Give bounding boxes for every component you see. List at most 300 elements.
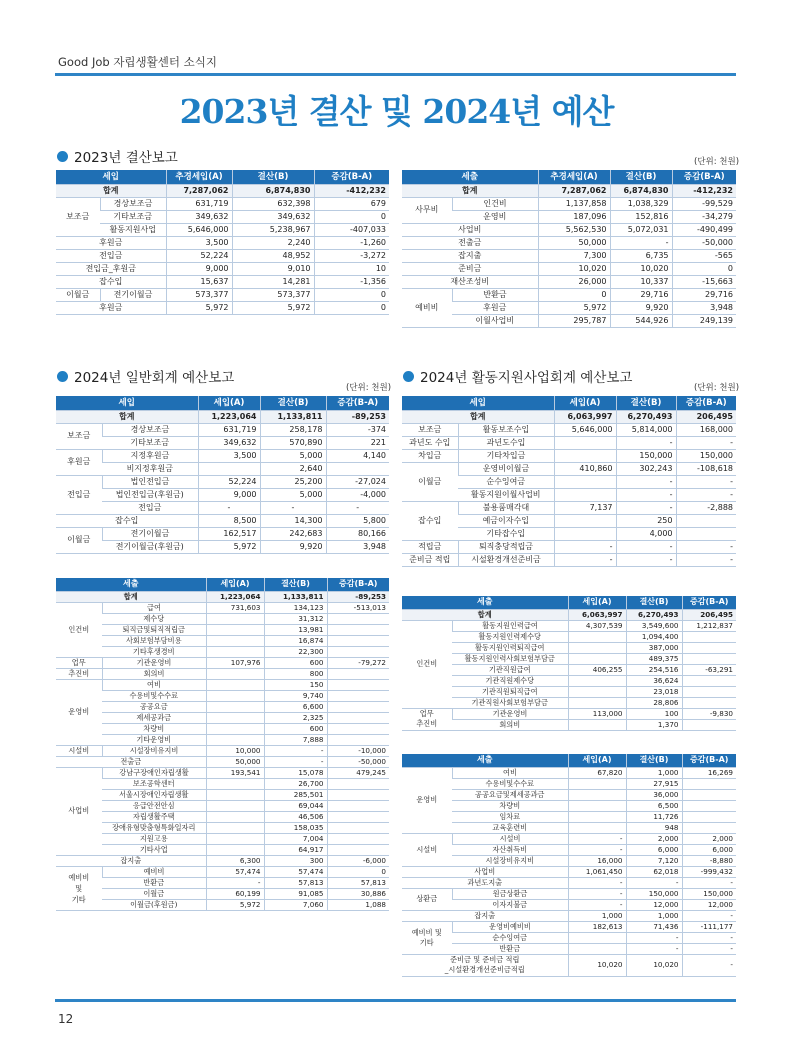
table-cell: 36,624 [626, 675, 682, 686]
table-cell: 이월금(후원금) [102, 899, 206, 910]
table-cell: -89,253 [326, 410, 389, 423]
table-row [402, 653, 736, 664]
table-cell: - [682, 877, 736, 888]
table-cell: 0 [672, 262, 736, 275]
table-cell: 10,337 [610, 275, 672, 288]
table-cell: - [568, 833, 626, 844]
unit-label: (단위: 천원) [346, 383, 392, 393]
table-cell: 기타후생경비 [102, 646, 206, 657]
table-cell [682, 697, 736, 708]
col-header: 세입 [56, 170, 166, 184]
table-cell [206, 690, 264, 701]
col-header: 세입(A) [554, 396, 616, 410]
table-cell: 1,133,811 [260, 410, 326, 423]
table-cell [206, 635, 264, 646]
table-cell: 2,000 [626, 833, 682, 844]
table-cell: 전출금 [56, 756, 206, 767]
table-cell: 반환금 [452, 288, 538, 301]
table-cell: 6,735 [610, 249, 672, 262]
table-2024-general-expenditure [56, 578, 389, 911]
table-cell [327, 624, 389, 635]
table-cell: 회의비 [102, 668, 206, 679]
table-cell: 206,495 [682, 609, 736, 620]
table-cell: 활동지원이월사업비 [458, 488, 554, 501]
section-title: 2023년 결산보고 [74, 150, 178, 166]
table-cell: 300 [264, 855, 327, 866]
col-header: 세출 [402, 170, 538, 184]
table-row [402, 423, 736, 436]
table-cell: 5,972 [538, 301, 610, 314]
table-cell [206, 723, 264, 734]
table-2024-general-revenue [56, 396, 389, 554]
table-cell [554, 436, 616, 449]
table-row [56, 475, 389, 488]
table-cell: 387,000 [626, 642, 682, 653]
table-cell: 잡수입 [402, 501, 458, 540]
table-cell: 1,133,811 [264, 591, 327, 602]
unit-label: (단위: 천원) [694, 157, 740, 167]
table-cell: 150 [264, 679, 327, 690]
table-row [402, 708, 736, 719]
page-title: 2023년 결산 및 2024년 예산 [179, 92, 614, 131]
table-cell [568, 631, 626, 642]
table-cell: 기타보조금 [102, 436, 198, 449]
table-cell: - [264, 745, 327, 756]
table-cell: 100 [626, 708, 682, 719]
table-row [402, 553, 736, 566]
table-row [56, 236, 389, 249]
table-cell: 활동보조수입 [458, 423, 554, 436]
col-header: 증감(B-A) [672, 170, 736, 184]
table-row [402, 262, 736, 275]
table-2024-activity-revenue [402, 396, 736, 567]
table-cell: 전입금 [56, 249, 166, 262]
table-cell: - [568, 899, 626, 910]
bullet-icon [403, 371, 414, 382]
table-cell [206, 778, 264, 789]
col-header: 세입 [402, 396, 554, 410]
table-cell: 4,140 [326, 449, 389, 462]
table-cell: -1,356 [314, 275, 389, 288]
table-cell: 5,000 [260, 449, 326, 462]
table-row [402, 210, 736, 223]
table-cell: - [682, 910, 736, 921]
table-cell: - [264, 756, 327, 767]
col-header: 결산(B) [264, 578, 327, 591]
table-cell [682, 653, 736, 664]
table-2024-activity-expenditure-1 [402, 596, 736, 731]
table-cell: 168,000 [676, 423, 736, 436]
table-row [402, 275, 736, 288]
table-cell: 사업비 [402, 866, 568, 877]
table-cell [198, 462, 260, 475]
table-row [56, 288, 389, 301]
table-row [56, 436, 389, 449]
table-cell: 지정후원금 [102, 449, 198, 462]
table-row [56, 734, 389, 745]
table-row [56, 514, 389, 527]
table-cell: 5,972 [206, 899, 264, 910]
table-cell: 1,038,329 [610, 197, 672, 210]
table-cell: 16,874 [264, 635, 327, 646]
table-row [402, 301, 736, 314]
table-cell: -79,272 [327, 657, 389, 668]
table-cell: 장애유형맞춤형특화일자리 [102, 822, 206, 833]
table-cell: 법인전입금 [102, 475, 198, 488]
table-cell: 불용품매각대 [458, 501, 554, 514]
table-cell: 6,000 [682, 844, 736, 855]
table-row [56, 249, 389, 262]
table-cell: 업무 [56, 657, 102, 668]
table-cell: 679 [314, 197, 389, 210]
table-cell: 경상보조금 [102, 423, 198, 436]
table-cell: 준비금 [402, 262, 538, 275]
table-cell: 193,541 [206, 767, 264, 778]
table-cell: 1,370 [626, 719, 682, 730]
table-row [56, 888, 389, 899]
table-cell: 187,096 [538, 210, 610, 223]
table-cell: 12,000 [682, 899, 736, 910]
table-cell: 57,813 [327, 877, 389, 888]
table-cell: -6,000 [327, 855, 389, 866]
table-cell: 22,300 [264, 646, 327, 657]
table-cell: 5,972 [198, 540, 260, 553]
table-cell [327, 690, 389, 701]
section-title: 2024년 일반회계 예산보고 [74, 370, 235, 386]
table-cell: 시설비 [402, 833, 452, 866]
table-cell: - [616, 540, 676, 553]
table-cell: 기관직원제수당 [452, 675, 568, 686]
table-cell: 전기이월금 [100, 288, 166, 301]
table-cell [568, 789, 626, 800]
table-cell: 0 [327, 866, 389, 877]
table-cell [327, 789, 389, 800]
table-row [56, 197, 389, 210]
table-cell: -111,177 [682, 921, 736, 932]
table-cell [568, 653, 626, 664]
table-cell: 0 [538, 288, 610, 301]
col-header: 세출 [402, 596, 568, 609]
table-cell: - [682, 932, 736, 943]
table-row [56, 844, 389, 855]
table-cell: 46,506 [264, 811, 327, 822]
table-cell: - [676, 436, 736, 449]
table-cell: - [626, 943, 682, 954]
table-cell: 전기이월금(후원금) [102, 540, 198, 553]
col-header: 결산(B) [610, 170, 672, 184]
table-row [402, 789, 736, 800]
table-cell: 임차료 [452, 811, 568, 822]
table-cell [682, 800, 736, 811]
table-cell: 합계 [402, 184, 538, 197]
table-row [402, 236, 736, 249]
table-cell [206, 613, 264, 624]
table-cell: - [616, 436, 676, 449]
table-cell: 1,212,837 [682, 620, 736, 631]
table-cell: 31,312 [264, 613, 327, 624]
table-cell: - [554, 553, 616, 566]
table-cell [206, 800, 264, 811]
table-row [402, 778, 736, 789]
table-row [402, 249, 736, 262]
table-cell: 활동지원인력급여 [452, 620, 568, 631]
table-cell: 23,018 [626, 686, 682, 697]
table-cell: 합계 [56, 184, 166, 197]
table-cell: -513,013 [327, 602, 389, 613]
table-cell: - [554, 540, 616, 553]
table-cell: 잡수입 [56, 275, 166, 288]
table-cell: 합계 [56, 410, 198, 423]
table-cell: 운영비예비비 [452, 921, 568, 932]
table-cell: 9,010 [232, 262, 314, 275]
table-row [402, 697, 736, 708]
table-cell: -3,272 [314, 249, 389, 262]
table-cell: 67,820 [568, 767, 626, 778]
table-cell: 잡지출 [402, 910, 568, 921]
table-cell: - [676, 488, 736, 501]
table-cell: 사회보험부담비용 [102, 635, 206, 646]
table-cell: 7,120 [626, 855, 682, 866]
table-row [402, 811, 736, 822]
table-row [402, 540, 736, 553]
table-cell [327, 712, 389, 723]
table-cell: 2,640 [260, 462, 326, 475]
table-cell: 이월금 [56, 288, 100, 301]
table-cell: 퇴직금및퇴직적립금 [102, 624, 206, 635]
table-cell: 예비비 [402, 288, 452, 327]
table-cell: - [676, 475, 736, 488]
page-number: 12 [58, 1012, 74, 1026]
table-cell: -9,830 [682, 708, 736, 719]
table-row [56, 767, 389, 778]
table-cell [326, 462, 389, 475]
table-cell: -1,260 [314, 236, 389, 249]
table-cell [327, 811, 389, 822]
table-cell: 기타운영비 [102, 734, 206, 745]
table-cell: 차량비 [102, 723, 206, 734]
table-cell [206, 734, 264, 745]
table-cell: 410,860 [554, 462, 616, 475]
table-cell: 경상보조금 [100, 197, 166, 210]
table-row [56, 877, 389, 888]
table-cell: 10,020 [538, 262, 610, 275]
table-cell [682, 686, 736, 697]
header-row [402, 396, 736, 410]
table-cell: - [616, 475, 676, 488]
table-cell: 기관운영비 [452, 708, 568, 719]
table-row [402, 197, 736, 210]
table-cell: - [610, 236, 672, 249]
table-cell: 9,000 [166, 262, 232, 275]
unit-label: (단위: 천원) [694, 383, 740, 393]
col-header: 증감(B-A) [682, 754, 736, 767]
table-row [56, 275, 389, 288]
table-cell: 5,814,000 [616, 423, 676, 436]
table-row [56, 210, 389, 223]
table-cell: 잡수입 [56, 514, 198, 527]
table-cell: 자립생활주택 [102, 811, 206, 822]
table-row [56, 701, 389, 712]
bullet-icon [57, 371, 68, 382]
table-cell: -4,000 [326, 488, 389, 501]
table-cell: 349,632 [198, 436, 260, 449]
table-cell: 8,500 [198, 514, 260, 527]
table-cell: 과년도지출 [402, 877, 568, 888]
table-cell: 7,888 [264, 734, 327, 745]
table-cell: 25,200 [260, 475, 326, 488]
table-cell [327, 734, 389, 745]
table-2024-activity-expenditure-2 [402, 754, 736, 977]
table-cell: 순수잉여금 [452, 932, 568, 943]
table-cell: 기관운영비 [102, 657, 206, 668]
table-cell: 107,976 [206, 657, 264, 668]
section-2023-settlement [57, 146, 178, 166]
col-header: 증감(B-A) [314, 170, 389, 184]
table-cell: 업무 추진비 [402, 708, 452, 730]
section-title: 2024년 활동지원사업회계 예산보고 [420, 370, 633, 386]
col-header: 세출 [402, 754, 568, 767]
table-cell: 7,300 [538, 249, 610, 262]
table-cell [554, 475, 616, 488]
table-cell: 0 [314, 210, 389, 223]
table-cell [682, 789, 736, 800]
table-cell: 후원금 [452, 301, 538, 314]
table-cell: 6,063,997 [554, 410, 616, 423]
table-cell: 후원금 [56, 449, 102, 475]
table-cell [206, 701, 264, 712]
table-cell: 활동지원인력제수당 [452, 631, 568, 642]
table-cell: 기타보조금 [100, 210, 166, 223]
table-cell [327, 844, 389, 855]
table-cell: - [568, 877, 626, 888]
table-cell: 250 [616, 514, 676, 527]
table-cell [206, 646, 264, 657]
table-cell: 회의비 [452, 719, 568, 730]
table-cell: 반환금 [102, 877, 206, 888]
col-header: 세입(A) [568, 596, 626, 609]
table-cell: 28,806 [626, 697, 682, 708]
table-cell: -999,432 [682, 866, 736, 877]
header-row [56, 396, 389, 410]
table-row [402, 719, 736, 730]
table-cell: - [260, 501, 326, 514]
table-cell: 14,300 [260, 514, 326, 527]
table-cell: 예비비 및 기타 [402, 921, 452, 954]
section-2024-general [57, 366, 234, 386]
table-cell: 3,948 [672, 301, 736, 314]
table-cell: 631,719 [198, 423, 260, 436]
table-cell: 10,000 [206, 745, 264, 756]
table-cell: 운영비이월금 [458, 462, 554, 475]
table-cell: 9,920 [610, 301, 672, 314]
table-row [56, 833, 389, 844]
table-cell: 합계 [402, 410, 554, 423]
table-cell: 27,915 [626, 778, 682, 789]
table-cell: 573,377 [232, 288, 314, 301]
total-row [56, 410, 389, 423]
table-cell: 제수당 [102, 613, 206, 624]
table-cell [568, 697, 626, 708]
table-cell: 공공요금및제세공과금 [452, 789, 568, 800]
table-cell: 570,890 [260, 436, 326, 449]
publication-header: Good Job 자립생활센터 소식지 [58, 55, 217, 69]
table-row [402, 223, 736, 236]
table-cell: 2,240 [232, 236, 314, 249]
table-cell: - [568, 844, 626, 855]
table-cell: 631,719 [166, 197, 232, 210]
table-row [56, 262, 389, 275]
table-cell: 800 [264, 668, 327, 679]
table-cell: 26,000 [538, 275, 610, 288]
table-cell: 잡지출 [56, 855, 206, 866]
table-cell: 48,952 [232, 249, 314, 262]
table-cell [554, 514, 616, 527]
table-cell: 7,287,062 [166, 184, 232, 197]
table-cell [568, 943, 626, 954]
table-cell: 11,726 [626, 811, 682, 822]
table-cell: 차량비 [452, 800, 568, 811]
header-row [402, 596, 736, 609]
col-header: 세입(A) [206, 578, 264, 591]
total-row [56, 184, 389, 197]
col-header: 추경세입(A) [538, 170, 610, 184]
table-cell: 과년도수입 [458, 436, 554, 449]
table-cell [327, 833, 389, 844]
table-cell [568, 811, 626, 822]
table-cell: 162,517 [198, 527, 260, 540]
table-row [402, 767, 736, 778]
table-cell: 285,501 [264, 789, 327, 800]
table-row [56, 527, 389, 540]
table-cell: -50,000 [672, 236, 736, 249]
table-cell: -34,279 [672, 210, 736, 223]
table-cell [206, 822, 264, 833]
table-cell [568, 778, 626, 789]
table-cell: -2,888 [676, 501, 736, 514]
table-row [402, 288, 736, 301]
table-cell: 후원금 [56, 236, 166, 249]
table-cell: 150,000 [682, 888, 736, 899]
table-cell: 서울시장애인자립생활 [102, 789, 206, 800]
table-cell: 보조금 [56, 423, 102, 449]
total-row [402, 609, 736, 620]
header-row [56, 170, 389, 184]
table-cell: 30,886 [327, 888, 389, 899]
table-row [402, 921, 736, 932]
table-row [56, 690, 389, 701]
table-cell: 6,270,493 [626, 609, 682, 620]
table-cell: 수용비및수수료 [102, 690, 206, 701]
table-cell: 인건비 [402, 620, 452, 708]
table-cell [682, 675, 736, 686]
col-header: 추경세입(A) [166, 170, 232, 184]
table-row [402, 888, 736, 899]
table-cell: 준비금 적립 [402, 553, 458, 566]
table-cell [554, 527, 616, 540]
table-cell: 이월금 [402, 462, 458, 501]
table-row [56, 301, 389, 314]
table-cell: 10,020 [626, 954, 682, 976]
table-cell: 632,398 [232, 197, 314, 210]
table-row [56, 679, 389, 690]
table-row [402, 822, 736, 833]
table-cell: - [676, 553, 736, 566]
table-cell: -99,529 [672, 197, 736, 210]
table-cell: 29,716 [610, 288, 672, 301]
col-header: 결산(B) [616, 396, 676, 410]
table-cell: 이자지불금 [452, 899, 568, 910]
table-cell [206, 833, 264, 844]
